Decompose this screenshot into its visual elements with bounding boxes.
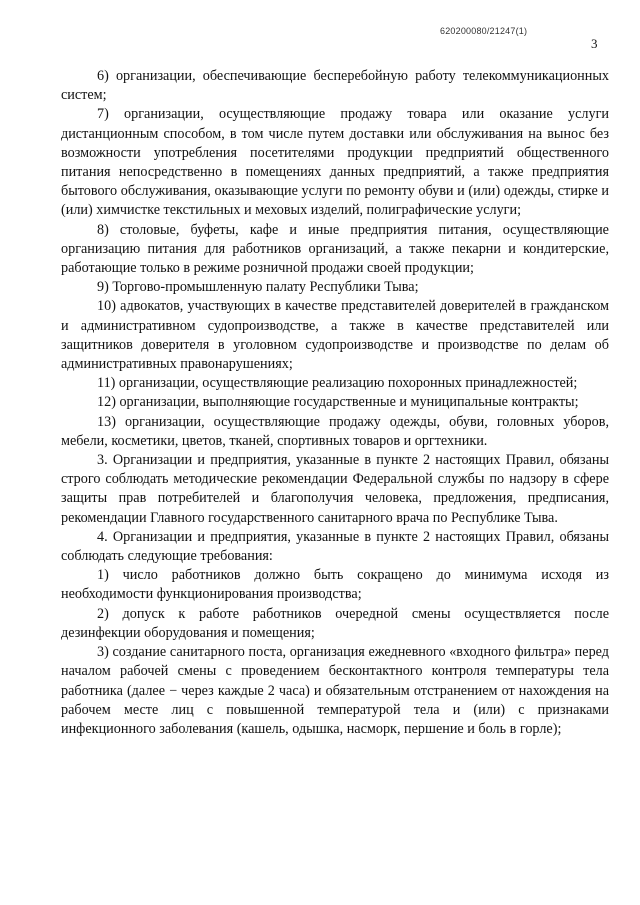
paragraph-section-3: 3. Организации и предприятия, указанные в пункте 2 настоящих Правил, обязаны строго соблюдать методические рекомендации Федеральной службы по надзору в сфере защиты прав потребителей и благополучия человека, предложения, предписания, рекомендации Главного государственного санитарного врача по Республике Тыва. [61,452,609,526]
paragraph-req-2: 2) допуск к работе работников очередной смены осуществляется после дезинфекции оборудования и помещения; [61,605,609,641]
paragraph-item-11: 11) организации, осуществляющие реализацию похоронных принадлежностей; [97,375,578,392]
paragraph-req-1: 1) число работников должно быть сокращено до минимума исходя из необходимости функционирования производства; [61,567,609,603]
paragraph-item-10: 10) адвокатов, участвующих в качестве представителей доверителей в гражданском и административном судопроизводстве, а также в качестве представителей или защитников доверителя в уголовном судопроизводстве и производстве по делам об административных правонарушениях; [61,298,609,373]
document-body [61,67,609,739]
paragraph-item-7: 7) организации, осуществляющие продажу товара или оказание услуги дистанционным способом, в том числе путем доставки или обслуживания на вынос без возможности употребления посетителями продукции предприятий общественного питания непосредственно в помещениях данных предприятий, а также предприятия бытового обслуживания, оказывающие услуги по ремонту обуви и (или) одежды, стирке и (или) химчистке текстильных и меховых изделий, полиграфические услуги; [61,106,609,219]
paragraph-item-12: 12) организации, выполняющие государственные и муниципальные контракты; [97,394,579,411]
document-id: 620200080/21247(1) [440,26,528,36]
paragraph-item-9: 9) Торгово-промышленную палату Республики Тыва; [97,279,419,296]
page-number: 3 [591,36,598,51]
paragraph-item-8: 8) столовые, буфеты, кафе и иные предприятия питания, осуществляющие организацию питания для работников организаций, а также пекарни и кондитерские, работающие только в режиме розничной продажи своей продукции; [61,221,609,277]
paragraph-section-4: 4. Организации и предприятия, указанные в пункте 2 настоящих Правил, обязаны соблюдать следующие требования: [61,528,609,565]
paragraph-item-13: 13) организации, осуществляющие продажу одежды, обуви, головных уборов, мебели, косметики, цветов, тканей, спортивных товаров и оргтехники. [61,413,609,449]
paragraph-req-3: 3) создание санитарного поста, организация ежедневного «входного фильтра» перед началом рабочей смены с проведением бесконтактного контроля температуры тела работника (далее − через каждые 2 часа) и обязательным отстранением от нахождения на рабочем месте лиц с повышенной температурой тела и (или) с признаками инфекционного заболевания (кашель, одышка, насморк, першение и боль в горле); [61,644,609,737]
paragraph-item-6: 6) организации, обеспечивающие бесперебойную работу телекоммуникационных систем; [61,68,609,104]
